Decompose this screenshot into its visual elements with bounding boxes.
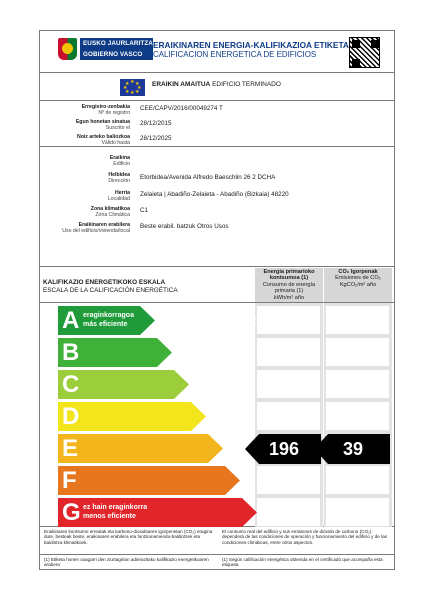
building-block	[40, 147, 394, 267]
signed-label-eu: Egun honetan sinatua	[75, 119, 130, 125]
valid-label-eu: Noiz arteko baliozkoa	[76, 134, 130, 140]
scale-bar-b	[58, 338, 172, 367]
emissions-cell-d	[326, 402, 389, 430]
consumption-header-es: Consumo de energía primaria (1)	[262, 281, 316, 295]
address-label-es: Dirección	[108, 178, 130, 184]
locality-value: Zelaieta | Abadiño-Zelaieta - Abadiño (Bizkaia) 48220	[140, 191, 289, 198]
basque-shield-icon	[58, 38, 77, 60]
energy-scale-chart	[40, 303, 394, 527]
logo-line-eu: EUSKO JAURLARITZA	[83, 40, 153, 47]
use-value: Beste erabil. batzuk Otros Usos	[140, 223, 229, 230]
consumption-cell-c	[257, 370, 320, 398]
consumption-rating-value: 196	[268, 438, 300, 459]
consumption-column-header	[255, 268, 323, 302]
scale-bar-a	[58, 306, 155, 335]
registry-label-es: Nº de registro	[98, 110, 130, 116]
scale-letter-e: E	[62, 435, 79, 462]
climate-label-es: Zona Climática	[95, 212, 130, 218]
building-label-es: Edificio	[113, 161, 130, 167]
consumption-cell-b	[257, 338, 320, 366]
valid-label-es: Válido hasta	[101, 140, 130, 146]
building-type-row	[40, 73, 394, 101]
building-label-eu: Eraikina	[109, 155, 130, 161]
footer-divider	[40, 554, 394, 555]
scale-header	[40, 267, 394, 303]
scale-title-es: ESCALA DE LA CALIFICACIÓN ENERGÉTICA	[43, 287, 178, 294]
signed-value: 28/12/2015	[140, 120, 172, 127]
label-title-es: CALIFICACION ENERGETICA DE EDIFICIOS	[153, 50, 317, 59]
scale-letter-c: C	[62, 371, 80, 398]
scale-bar-c	[58, 370, 189, 399]
locality-label-eu: Herria	[115, 190, 130, 196]
label-title-eu: ERAIKINAREN ENERGIA-KALIFIKAZIOA ETIKETA	[153, 40, 349, 50]
emissions-header-eu: CO₂ Igorpenak	[338, 269, 378, 275]
consumption-cell-g	[257, 498, 320, 526]
scale-bar-g	[58, 498, 257, 527]
footer-notes-es	[222, 529, 390, 547]
top-efficiency-label-es: más eficiente	[83, 321, 128, 328]
watermark-text: habitaclia	[188, 311, 281, 332]
scale-bar-f	[58, 466, 240, 495]
emissions-rating-marker	[314, 434, 390, 464]
scale-bar-e	[58, 434, 223, 463]
emissions-header-es: Emisiones de CO₂	[335, 275, 381, 282]
scale-letter-b: B	[62, 339, 80, 366]
consumption-cell-f	[257, 466, 320, 494]
label-header	[40, 31, 394, 73]
consumption-rating-marker	[245, 434, 321, 464]
emissions-unit: KgCO₂/m² año	[339, 281, 377, 288]
bottom-efficiency-label-es: menos eficiente	[83, 513, 136, 520]
top-efficiency-label-eu: eraginkorragoa	[83, 312, 134, 319]
consumption-header-eu: Energia primarioko kontsumoa (1)	[263, 269, 315, 282]
registry-value: CEE/CAPV/2016/00049274 T	[140, 105, 223, 112]
registry-label-eu: Erregistro-zenbakia	[81, 104, 130, 110]
scale-title-eu: KALIFIKAZIO ENERGETIKOKO ESKALA	[43, 279, 166, 286]
footer-notes-eu	[44, 529, 214, 547]
registry-block	[40, 101, 394, 147]
qr-code-icon	[349, 37, 380, 68]
emissions-cell-a	[326, 306, 389, 334]
scale-letter-a: A	[62, 307, 80, 334]
emissions-column-header	[324, 268, 392, 302]
use-label-eu: Eraikinaren erabilera	[78, 222, 130, 228]
scale-letter-g: G	[62, 499, 81, 526]
scale-bar-d	[58, 402, 206, 431]
eu-flag-icon: ★ ★ ★ ★ ★ ★ ★ ★	[120, 79, 145, 96]
footer-note-es-2: (1) Según calificación energética obtenida en el certificado que acompaña esta etiqueta.	[222, 557, 383, 568]
building-type-value: EDIFICIO TERMINADO	[212, 81, 281, 88]
footer-note-eu-1: Eraikinaren kontsumo errealak eta karbono-dioxidoaren igorpenetan (CO₂) eragina dute, besteak beste, eraikinaren erabilera eta funtzionamendu-baldintzek eta baldintza klimatikoek.	[44, 529, 213, 545]
address-label-eu: Helbidea	[108, 172, 130, 178]
emissions-cell-b	[326, 338, 389, 366]
climate-label-eu: Zona klimatikoa	[90, 206, 130, 212]
use-label-es: Uso del edificio/vivienda/local	[62, 228, 130, 234]
emissions-cell-c	[326, 370, 389, 398]
emissions-cell-g	[326, 498, 389, 526]
signed-label-es: Suscrito el	[105, 125, 130, 131]
emissions-cell-f	[326, 466, 389, 494]
building-type-label: ERAIKIN AMAITUA	[152, 81, 211, 88]
scale-letter-d: D	[62, 403, 80, 430]
energy-label	[39, 30, 395, 570]
locality-label-es: Localidad	[107, 196, 130, 202]
logo-line-es: GOBIERNO VASCO	[83, 51, 143, 58]
climate-value: C1	[140, 207, 149, 214]
consumption-cell-d	[257, 402, 320, 430]
bottom-efficiency-label-eu: ez hain eraginkorra	[83, 504, 148, 511]
footer-note-eu-2: (1) Etiketa honen oxagarri den ziurtagirian adierazitako kalifikazio energetikoaren arabera	[44, 557, 209, 568]
basque-government-logo	[58, 38, 153, 60]
emissions-rating-value: 39	[342, 438, 364, 459]
footer-note-es-1: El consumo real del edificio y sus emisiones de dióxido de carbono (CO₂) dependerá de las condiciones de operación y funcionamiento del edificio y de las condiciones climáticas, entre otros aspectos.	[222, 529, 387, 545]
address-value: Etorbidea/Avenida Alfredo Baeschlin 26 2 DCHA	[140, 174, 276, 181]
scale-letter-f: F	[62, 467, 77, 494]
consumption-unit: kWh/m² año	[273, 294, 305, 301]
valid-value: 28/12/2025	[140, 135, 172, 142]
